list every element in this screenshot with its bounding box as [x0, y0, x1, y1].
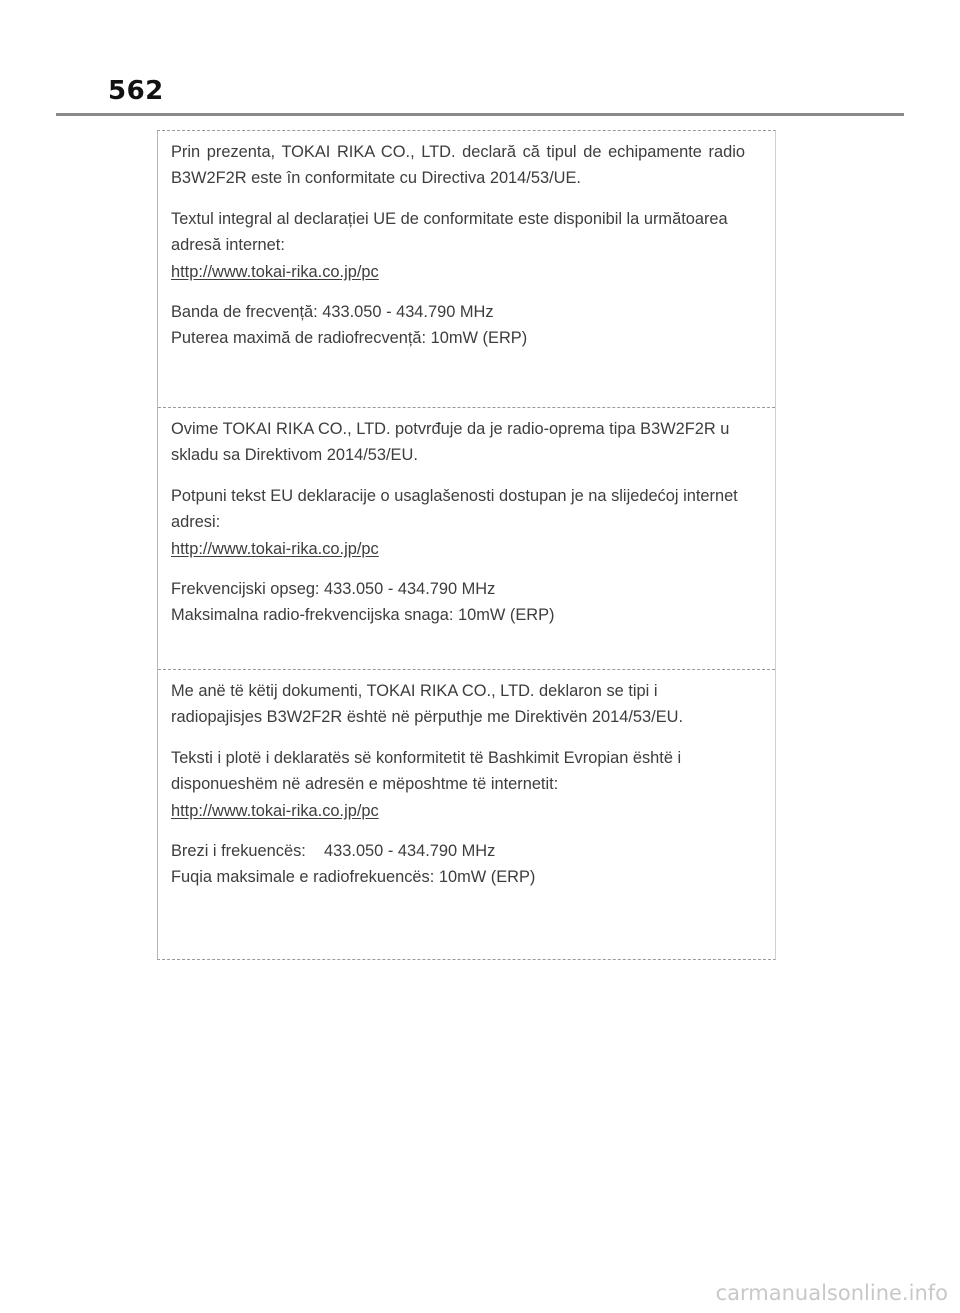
declaration-croatian — [158, 407, 775, 669]
declaration-url-link[interactable]: http://www.tokai-rika.co.jp/pc — [171, 539, 379, 558]
conformity-statement: Prin prezenta, TOKAI RIKA CO., LTD. declară că tipul de echipamente radio B3W2F2R este în conformitate cu Directiva 2014/53/UE. — [171, 143, 745, 188]
full-text-sentence: Textul integral al declarației UE de conformitate este disponibil la următoarea adresă internet: — [171, 209, 728, 255]
declaration-albanian — [158, 669, 775, 959]
radio-specs — [171, 838, 745, 891]
full-text-sentence: Potpuni tekst EU deklaracije o usaglašenosti dostupan je na slijedećoj internet adresi: — [171, 486, 738, 532]
full-text-notice — [171, 206, 745, 285]
declarations-box — [157, 130, 776, 960]
declaration-url-link[interactable]: http://www.tokai-rika.co.jp/pc — [171, 262, 379, 281]
page-number: 562 — [108, 76, 164, 106]
max-power: Puterea maximă de radiofrecvență: 10mW (ERP) — [171, 329, 528, 348]
full-text-notice — [171, 483, 745, 562]
declaration-romanian — [158, 131, 775, 407]
frequency-band: Banda de frecvență: 433.050 - 434.790 MHz — [171, 303, 494, 322]
declaration-url-link[interactable]: http://www.tokai-rika.co.jp/pc — [171, 801, 379, 820]
radio-specs — [171, 576, 745, 629]
site-watermark: carmanualsonline.info — [715, 1281, 948, 1305]
full-text-notice — [171, 745, 745, 824]
max-power: Fuqia maksimale e radiofrekuencës: 10mW (ERP) — [171, 868, 536, 887]
frequency-band: Brezi i frekuencës: 433.050 - 434.790 MHz — [171, 842, 496, 861]
frequency-band: Frekvencijski opseg: 433.050 - 434.790 MHz — [171, 580, 496, 599]
max-power: Maksimalna radio-frekvencijska snaga: 10mW (ERP) — [171, 606, 555, 625]
radio-specs — [171, 299, 745, 352]
full-text-sentence: Teksti i plotë i deklaratës së konformitetit të Bashkimit Evropian është i disponueshëm në adresën e mëposhtme të internetit: — [171, 748, 682, 794]
conformity-statement: Me anë të këtij dokumenti, TOKAI RIKA CO., LTD. deklaron se tipi i radiopajisjes B3W2F2R është në përputhje me Direktivën 2014/53/EU. — [171, 682, 684, 727]
header-divider — [56, 113, 904, 116]
conformity-statement: Ovime TOKAI RIKA CO., LTD. potvrđuje da je radio-oprema tipa B3W2F2R u skladu sa Direktivom 2014/53/EU. — [171, 420, 730, 465]
